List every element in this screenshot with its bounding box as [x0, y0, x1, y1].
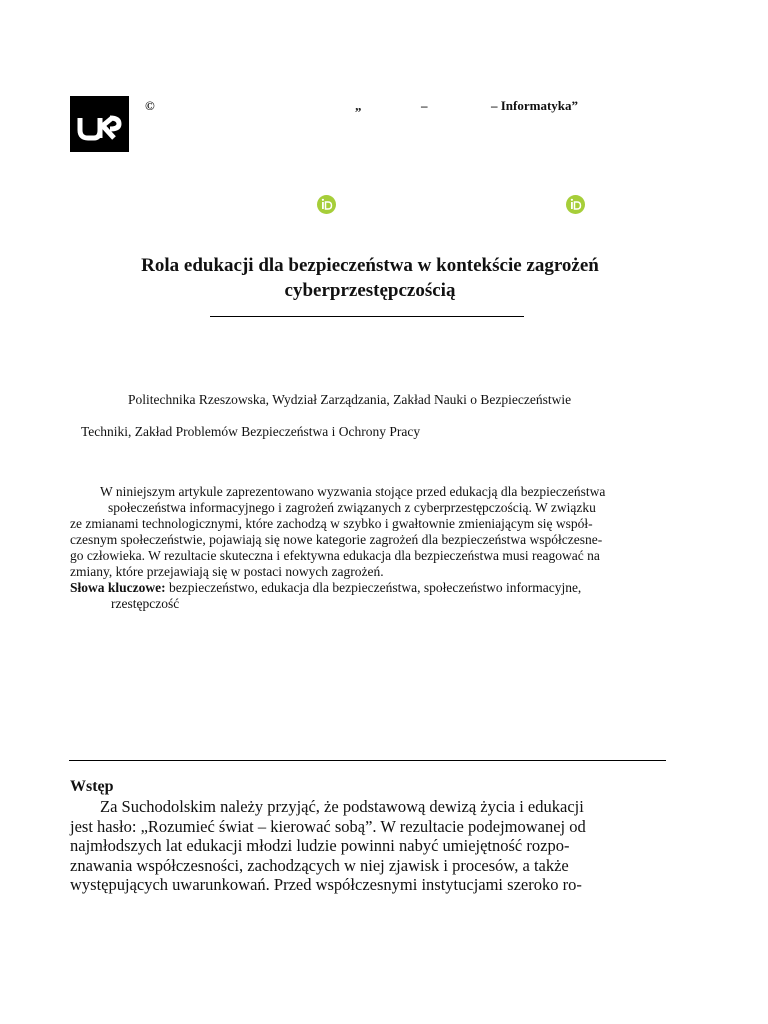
- university-logo: [70, 96, 129, 152]
- orcid-icon[interactable]: [566, 195, 585, 214]
- journal-header: [145, 98, 605, 118]
- abstract-line: ze zmianami technologicznymi, które zachodzą w szybko i gwałtownie zmieniającym się współ-: [70, 516, 593, 531]
- body-line: jest hasło: „Rozumieć świat – kierować sobą”. W rezultacie podejmowanej od: [70, 816, 586, 836]
- abstract: [70, 484, 664, 612]
- copyright-symbol: ©: [145, 98, 155, 113]
- section-divider: [69, 760, 666, 761]
- keywords-continued: rzestępczość: [111, 596, 180, 611]
- orcid-icon[interactable]: [317, 195, 336, 214]
- journal-name: – Informatyka”: [491, 98, 579, 113]
- abstract-line: zmiany, które przejawiają się w postaci nowych zagrożeń.: [70, 564, 384, 579]
- body-line: Za Suchodolskim należy przyjąć, że podstawową dewizą życia i edukacji: [100, 797, 584, 816]
- section-heading: Wstęp: [70, 778, 114, 795]
- affiliation-line-2: Techniki, Zakład Problemów Bezpieczeństwa i Ochrony Pracy: [81, 424, 421, 439]
- body-paragraph: [70, 797, 664, 895]
- abstract-line: W niniejszym artykule zaprezentowano wyzwania stojące przed edukacją dla bezpieczeństwa: [100, 484, 606, 499]
- body-line: najmłodszych lat edukacji młodzi ludzie powinni nabyć umiejętność rozpo-: [70, 836, 570, 856]
- abstract-line: społeczeństwa informacyjnego i zagrożeń związanych z cyberprzestępczością. W związku: [108, 500, 596, 515]
- title-underline: [210, 316, 524, 317]
- body-line: występujących uwarunkowań. Przed współczesnymi instytucjami szeroko ro-: [70, 875, 582, 895]
- body-line: znawania współczesności, zachodzących w niej zjawisk i procesów, a także: [70, 855, 569, 875]
- title-line-2: cyberprzestępczością: [284, 280, 456, 301]
- affiliation-line-1: Politechnika Rzeszowska, Wydział Zarządzania, Zakład Nauki o Bezpieczeństwie: [128, 392, 572, 407]
- paper-title: [90, 253, 650, 303]
- keywords-list: bezpieczeństwo, edukacja dla bezpieczeństwa, społeczeństwo informacyjne,: [169, 580, 582, 595]
- abstract-line: czesnym społeczeństwie, pojawiają się nowe kategorie zagrożeń dla bezpieczeństwa współczesne-: [70, 532, 603, 547]
- abstract-line: go człowieka. W rezultacie skuteczna i efektywna edukacja dla bezpieczeństwa musi reagować na: [70, 548, 600, 563]
- keywords-label: Słowa kluczowe:: [70, 580, 166, 595]
- header-dash: –: [421, 98, 428, 113]
- header-open-quote: „: [355, 98, 362, 113]
- university-logo-icon: [70, 96, 129, 152]
- keywords: [70, 580, 664, 596]
- title-line-1: Rola edukacji dla bezpieczeństwa w kontekście zagrożeń: [141, 255, 599, 276]
